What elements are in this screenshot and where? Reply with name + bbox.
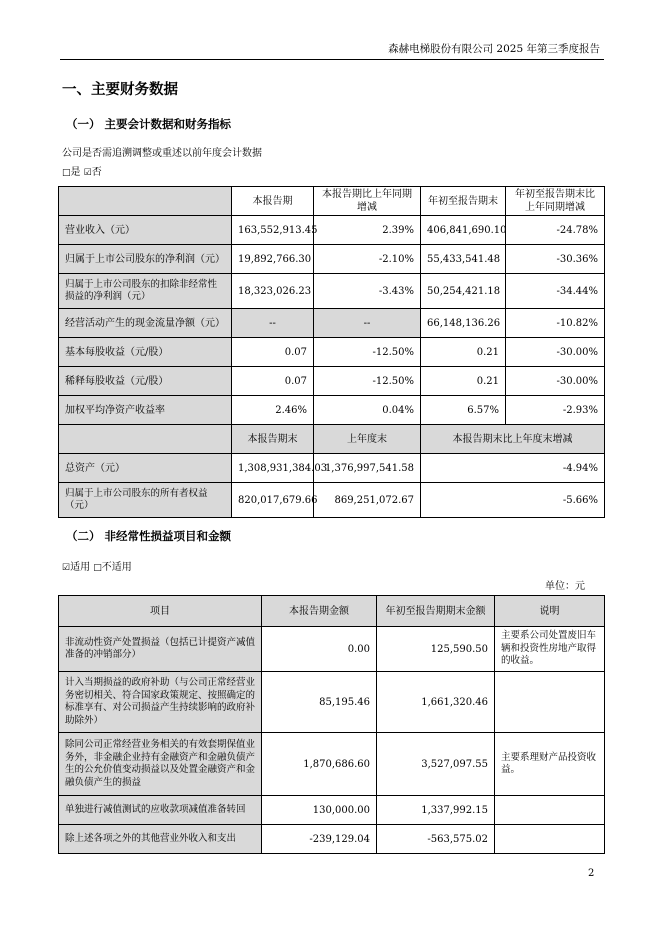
table-cell: 主要系理财产品投资收益。: [495, 733, 605, 796]
table-cell: 2.39%: [314, 216, 421, 245]
subsection-title-1: （一） 主要会计数据和财务指标: [66, 117, 232, 131]
table-cell: -2.10%: [314, 245, 421, 274]
table-row: [59, 796, 605, 825]
table-cell: 130,000.00: [262, 796, 377, 825]
table-cell: -239,129.04: [262, 825, 377, 854]
not-applicable-checkbox[interactable]: □: [93, 563, 102, 573]
table-cell: 1,337,992.15: [377, 796, 495, 825]
table-header-row: [59, 596, 605, 627]
row-label: 经营活动产生的现金流量净额（元）: [59, 309, 232, 338]
table-row: [59, 338, 605, 367]
row-label: 除同公司正常经营业务相关的有效套期保值业务外，非金融企业持有金融资产和金融负债产生的公允价值变动损益以及处置金融资产和金融负债产生的损益: [59, 733, 262, 796]
table-row: [59, 309, 605, 338]
table-header-cell: 本报告期: [232, 187, 314, 216]
applicable-options: [62, 561, 132, 575]
not-applicable-label: 不适用: [101, 562, 132, 573]
row-label: 除上述各项之外的其他营业外收入和支出: [59, 825, 262, 854]
table-cell: [495, 672, 605, 733]
no-checkbox[interactable]: ☑: [83, 168, 92, 178]
table-cell: -3.43%: [314, 274, 421, 309]
applicable-label: 适用: [70, 562, 91, 573]
table-cell: -12.50%: [314, 367, 421, 396]
table-cell: 0.00: [262, 627, 377, 672]
row-label: 单独进行减值测试的应收款项减值准备转回: [59, 796, 262, 825]
table-header-row: [59, 187, 605, 216]
yes-checkbox[interactable]: □: [62, 168, 71, 178]
table-row: [59, 733, 605, 796]
table-header-cell: 年初至报告期末比上年同期增减: [506, 187, 605, 216]
table-cell: -30.00%: [506, 338, 605, 367]
table-header-cell: [59, 425, 232, 454]
non-recurring-items-table: [58, 595, 605, 854]
table-row: [59, 396, 605, 425]
table-cell: 125,590.50: [377, 627, 495, 672]
restatement-options: [62, 166, 102, 180]
table-cell: --: [232, 309, 314, 338]
table-cell: --: [314, 309, 421, 338]
table-cell: 0.21: [421, 367, 506, 396]
table-header-cell: 本报告期金额: [262, 596, 377, 627]
unit-label: 单位：元: [545, 581, 585, 592]
table-cell: -24.78%: [506, 216, 605, 245]
table-row: [59, 627, 605, 672]
page-number: 2: [588, 868, 595, 879]
table-cell: 19,892,766.30: [232, 245, 314, 274]
table-cell: 406,841,690.10: [421, 216, 506, 245]
row-label: 总资产（元）: [59, 454, 232, 483]
row-label: 非流动性资产处置损益（包括已计提资产减值准备的冲销部分）: [59, 627, 262, 672]
page-header: 森赫电梯股份有限公司 2025 年第三季度报告: [388, 43, 600, 55]
section-title: 一、主要财务数据: [62, 82, 178, 98]
table-cell: 66,148,136.26: [421, 309, 506, 338]
table-cell: 1,376,997,541.58: [314, 454, 421, 483]
table-cell: -10.82%: [506, 309, 605, 338]
table-cell: 820,017,679.66: [232, 483, 314, 518]
table-header-cell: 项目: [59, 596, 262, 627]
table-cell: 2.46%: [232, 396, 314, 425]
row-label: 加权平均净资产收益率: [59, 396, 232, 425]
table-cell: 1,870,686.60: [262, 733, 377, 796]
row-label: 归属于上市公司股东的所有者权益（元）: [59, 483, 232, 518]
table-cell: 0.21: [421, 338, 506, 367]
table-header-cell: 年初至报告期期末金额: [377, 596, 495, 627]
table-cell: 163,552,913.45: [232, 216, 314, 245]
table-header-cell: 本报告期比上年同期增减: [314, 187, 421, 216]
table-row: [59, 245, 605, 274]
table-row: [59, 367, 605, 396]
table-header-row: [59, 425, 605, 454]
table-header-cell: 本报告期末比上年度末增减: [421, 425, 605, 454]
row-label: 营业收入（元）: [59, 216, 232, 245]
table-row: [59, 825, 605, 854]
table-cell: -2.93%: [506, 396, 605, 425]
table-cell: 0.07: [232, 367, 314, 396]
table-row: [59, 274, 605, 309]
table-cell: 50,254,421.18: [421, 274, 506, 309]
yes-label: 是: [70, 167, 81, 178]
table-row: [59, 672, 605, 733]
table-cell: 55,433,541.48: [421, 245, 506, 274]
row-label: 计入当期损益的政府补助（与公司正常经营业务密切相关、符合国家政策规定、按照确定的标准享有、对公司损益产生持续影响的政府补助除外）: [59, 672, 262, 733]
table-row: [59, 216, 605, 245]
restatement-question: 公司是否需追溯调整或重述以前年度会计数据: [62, 148, 262, 159]
table-cell: -563,575.02: [377, 825, 495, 854]
table-cell: 85,195.46: [262, 672, 377, 733]
row-label: 稀释每股收益（元/股）: [59, 367, 232, 396]
table-cell: 6.57%: [421, 396, 506, 425]
table-cell: -12.50%: [314, 338, 421, 367]
table-row: [59, 454, 605, 483]
table-header-cell: 上年度末: [314, 425, 421, 454]
table-cell: 1,661,320.46: [377, 672, 495, 733]
table-header-cell: [59, 187, 232, 216]
row-label: 归属于上市公司股东的净利润（元）: [59, 245, 232, 274]
applicable-checkbox[interactable]: ☑: [62, 563, 71, 573]
table-cell: 0.04%: [314, 396, 421, 425]
row-label: 基本每股收益（元/股）: [59, 338, 232, 367]
no-label: 否: [91, 167, 102, 178]
subsection-title-2: （二） 非经常性损益项目和金额: [66, 529, 232, 543]
table-cell: -30.36%: [506, 245, 605, 274]
financial-data-table: [58, 186, 605, 518]
table-cell: [495, 796, 605, 825]
table-cell: 3,527,097.55: [377, 733, 495, 796]
table-header-cell: 本报告期末: [232, 425, 314, 454]
table-header-cell: 说明: [495, 596, 605, 627]
table-header-cell: 年初至报告期末: [421, 187, 506, 216]
table-cell: 869,251,072.67: [314, 483, 421, 518]
table-cell: -34.44%: [506, 274, 605, 309]
row-label: 归属于上市公司股东的扣除非经常性损益的净利润（元）: [59, 274, 232, 309]
table-cell: 0.07: [232, 338, 314, 367]
table-cell: [495, 825, 605, 854]
table-cell: -30.00%: [506, 367, 605, 396]
table-row: [59, 483, 605, 518]
table-cell: 18,323,026.23: [232, 274, 314, 309]
table-cell: -4.94%: [421, 454, 605, 483]
header-divider: [60, 59, 604, 60]
table-cell: 1,308,931,384.03: [232, 454, 314, 483]
table-cell: 主要系公司处置废旧车辆和投资性房地产取得的收益。: [495, 627, 605, 672]
table-cell: -5.66%: [421, 483, 605, 518]
